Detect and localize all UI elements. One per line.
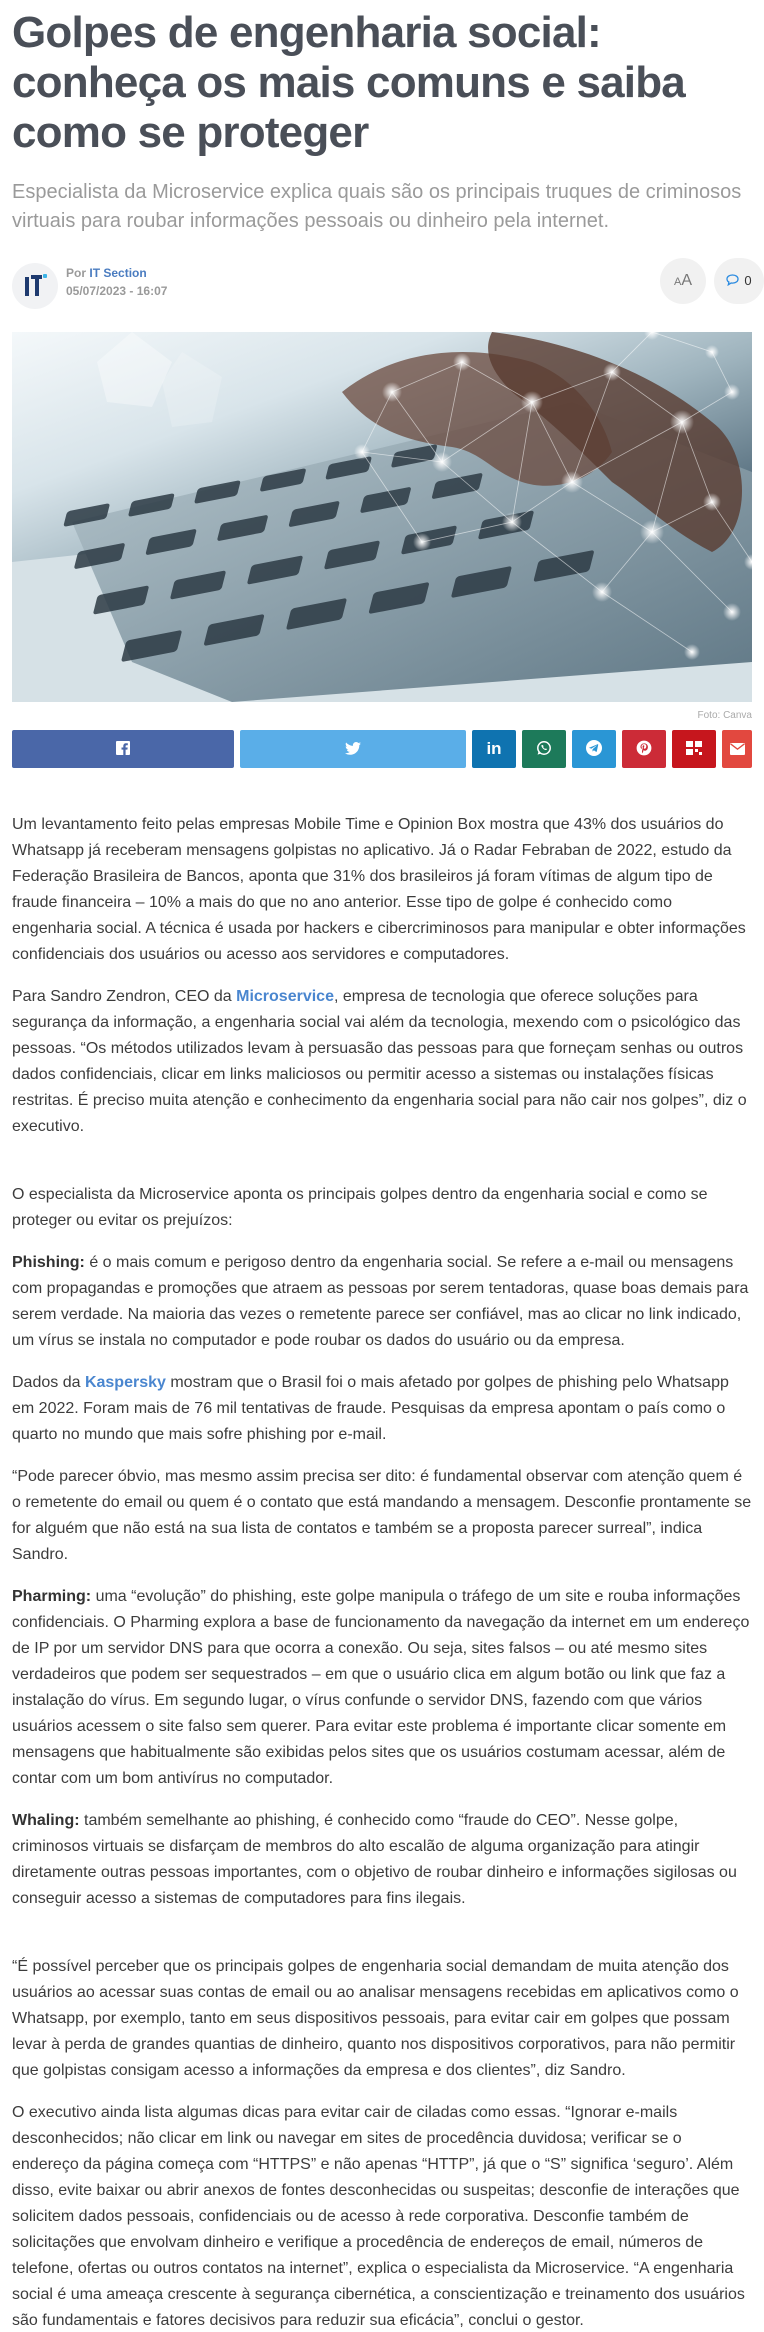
laptop-network-illustration bbox=[12, 332, 752, 702]
byline bbox=[12, 258, 752, 318]
share-pinterest-button[interactable] bbox=[622, 730, 666, 768]
share-whatsapp-button[interactable] bbox=[522, 730, 566, 768]
paragraph-kaspersky: Dados da Kaspersky mostram que o Brasil foi o mais afetado por golpes de phishing pelo Whatsapp em 2022. Foram mais de 76 mil tentativas de fraude. Pesquisas da empresa apontam o país como o quarto no mundo que mais sofre phishing por e-mail. bbox=[12, 1374, 729, 1443]
facebook-icon bbox=[116, 741, 130, 755]
share-linkedin-button[interactable] bbox=[472, 730, 516, 768]
share-twitter-button[interactable] bbox=[240, 730, 466, 768]
paragraph-ceo: Para Sandro Zendron, CEO da Microservice, empresa de tecnologia que oferece soluções para segurança da informação, a engenharia social vai além da tecnologia, mexendo com o psicológico das pessoas. “Os métodos utilizados levam à persuasão das pessoas para que forneçam senhas ou outros dados confidenciais, clicar em links maliciosos ou permitir acesso a sistemas ou instalações físicas restritas. É preciso muita atenção e conhecimento da engenharia social para não cair nos golpes”, diz o executivo. bbox=[12, 988, 747, 1135]
paragraph-whaling: Whaling: também semelhante ao phishing, é conhecido como “fraude do CEO”. Nesse golpe, criminosos virtuais se disfarçam de membros do alto escalão de alguma organização para atingir diretamente outras pessoas importantes, com o objetivo de roubar dinheiro e informações sigilosas ou conseguir acesso a sistemas de computadores para fins ilegais. bbox=[12, 1812, 737, 1907]
share-flipboard-button[interactable] bbox=[672, 730, 716, 768]
comment-icon bbox=[726, 274, 739, 286]
email-icon bbox=[730, 743, 745, 755]
font-size-small-label: A bbox=[673, 276, 682, 288]
font-size-button[interactable] bbox=[660, 258, 706, 304]
share-bar bbox=[12, 730, 752, 770]
author-line bbox=[66, 266, 147, 280]
paragraph-quote-attention: “É possível perceber que os principais golpes de engenharia social demandam de muita atenção dos usuários ao acessar suas contas de email ou ao analisar mensagens recebidas em aplicativos como o Whatsapp, por exemplo, tanto em seus dispositivos pessoais, para evitar cair em golpes que possam levar à perda de grandes quantias de dinheiro, quanto nos dispositivos corporativos, para não permitir que golpistas consigam acesso a informações da empresa e dos clientes”, diz Sandro. bbox=[12, 1958, 739, 2079]
comments-button[interactable] bbox=[714, 258, 764, 304]
author-logo-icon[interactable] bbox=[12, 263, 58, 309]
article-title: Golpes de engenharia social: conheça os mais comuns e saiba como se proteger bbox=[12, 8, 685, 157]
paragraph-quote-sandro: “Pode parecer óbvio, mas mesmo assim precisa ser dito: é fundamental observar com atenção quem é o remetente do email ou quem é o contato que está mandando a mensagem. Desconfie prontamente se for alguém que não está na sua lista de contatos e também se a proposta parecer surreal”, indica Sandro. bbox=[12, 1468, 752, 1563]
microservice-link[interactable]: Microservice bbox=[236, 988, 334, 1005]
image-caption: Foto: Canva bbox=[697, 710, 752, 721]
paragraph-intro: Um levantamento feito pelas empresas Mobile Time e Opinion Box mostra que 43% dos usuários do Whatsapp já receberam mensagens golpistas no aplicativo. Já o Radar Febraban de 2022, estudo da Federação Brasileira de Bancos, aponta que 31% dos brasileiros já foram vítimas de algum tipo de fraude financeira – 10% a mais do que no ano anterior. Esse tipo de golpe é conhecido como engenharia social. A técnica é usada por hackers e cibercriminosos para manipular e obter informações confidenciais dos usuários ou acesso aos servidores e computadores. bbox=[12, 816, 746, 963]
twitter-icon bbox=[345, 742, 361, 755]
pharming-label: Pharming: bbox=[12, 1588, 92, 1605]
paragraph-golpes-intro: O especialista da Microservice aponta os principais golpes dentro da engenharia social e como se proteger ou evitar os prejuízos: bbox=[12, 1186, 708, 1229]
hero-image bbox=[12, 332, 752, 702]
share-telegram-button[interactable] bbox=[572, 730, 616, 768]
telegram-icon bbox=[585, 739, 603, 757]
article-body bbox=[12, 812, 752, 2332]
share-email-button[interactable] bbox=[722, 730, 752, 768]
kaspersky-link[interactable]: Kaspersky bbox=[84, 1374, 166, 1391]
comment-count: 0 bbox=[744, 273, 752, 288]
paragraph-tips: O executivo ainda lista algumas dicas para evitar cair de ciladas como essas. “Ignorar e-mails desconhecidos; não clicar em link ou navegar em sites de procedência duvidosa; verificar se o endereço da página começa com “HTTPS” e não apenas “HTTP”, já que o “S” significa ‘seguro’. Além disso, evite baixar ou abrir anexos de fontes desconhecidas ou suspeitas; desconfie de interações que solicitem dados pessoais, confidenciais ou de acesso à rede corporativa. Desconfie também de solicitações que envolvam dinheiro e verifique a procedência de endereços de email, números de telefone, ofertas ou outros contatos na internet”, explica o especialista da Microservice. “A engenharia social é uma ameaça crescente à segurança cibernética, a conscientização e treinamento dos usuários são fundamentais e fatores decisivos para reduzir sua eficácia”, conclui o gestor. bbox=[12, 2104, 745, 2329]
whatsapp-icon bbox=[536, 740, 552, 756]
publish-date: 05/07/2023 - 16:07 bbox=[66, 284, 168, 298]
linkedin-icon: in bbox=[486, 739, 502, 758]
byline-prefix: Por bbox=[66, 266, 87, 280]
share-facebook-button[interactable] bbox=[12, 730, 234, 768]
whaling-label: Whaling: bbox=[12, 1812, 80, 1829]
pinterest-icon bbox=[636, 740, 652, 756]
paragraph-phishing: Phishing: é o mais comum e perigoso dentro da engenharia social. Se refere a e-mail ou mensagens com propagandas e promoções que atraem as pessoas por serem tentadoras, quase boas demais para serem verdade. Na maioria das vezes o remetente parece ser confiável, mas ao clicar no link indicado, um vírus se instala no computador e pode roubar os dados do usuário ou da empresa. bbox=[12, 1254, 749, 1349]
flipboard-icon bbox=[686, 741, 702, 755]
paragraph-pharming: Pharming: uma “evolução” do phishing, este golpe manipula o tráfego de um site e rouba informações confidenciais. O Pharming explora a base de funcionamento da navegação da internet em um endereço de IP por um servidor DNS para que ocorra a conexão. Ou seja, sites falsos – ou até mesmo sites verdadeiros que podem ser sequestrados – em que o usuário clica em algum botão ou link que faz a instalação do vírus. Em segundo lugar, o vírus confunde o servidor DNS, fazendo com que vários usuários acessem o site falso sem querer. Para evitar este problema é importante clicar somente em mensagens que habitualmente são exibidas pelos sites que os usuários costumam acessar, além de contar com um bom antivírus no computador. bbox=[12, 1588, 750, 1787]
phishing-label: Phishing: bbox=[12, 1254, 85, 1271]
article-subtitle: Especialista da Microservice explica quais são os principais truques de criminosos virtuais para roubar informações pessoais ou dinheiro pela internet. bbox=[12, 181, 742, 232]
font-size-big-label: A bbox=[681, 272, 692, 289]
author-link[interactable]: IT Section bbox=[89, 266, 147, 280]
